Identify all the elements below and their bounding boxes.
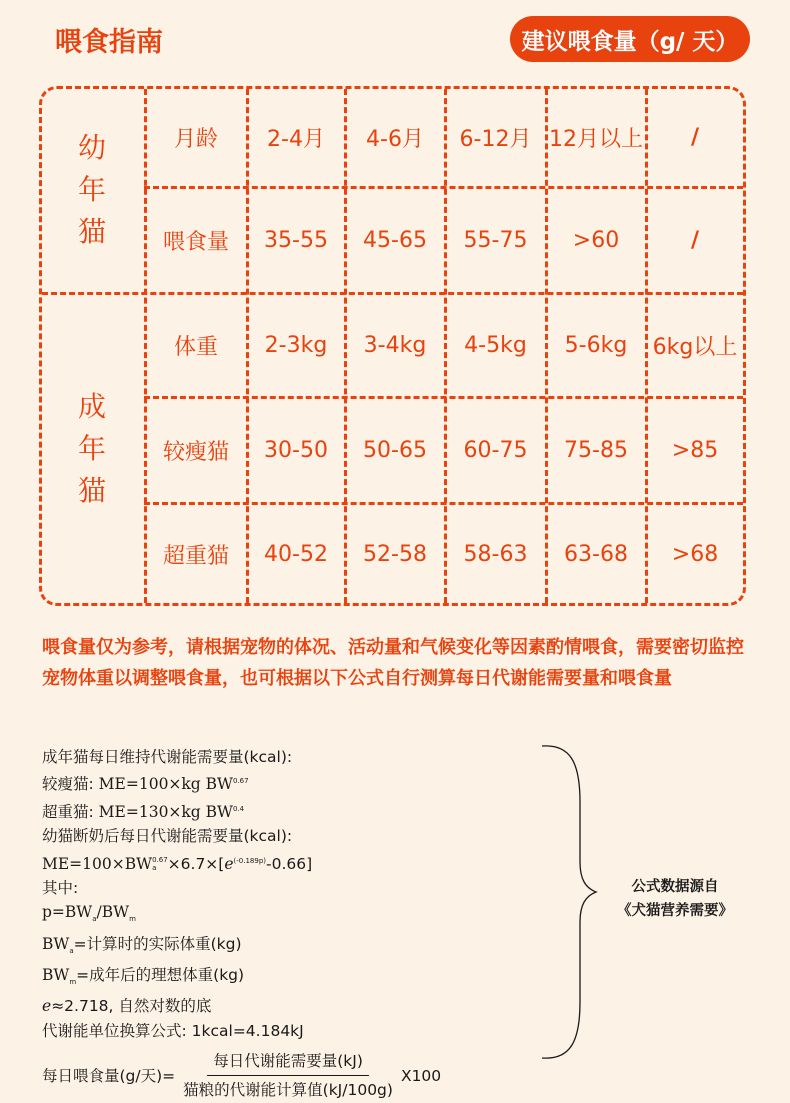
table-cell: 55-75: [463, 228, 528, 253]
group-char: 年: [77, 173, 106, 206]
adult-formula-title: 成年猫每日维持代谢能需要量(kcal):: [42, 748, 293, 766]
row-label-lean: 较瘦猫: [162, 440, 229, 465]
table-cell: /: [690, 125, 700, 150]
daily-fraction: $\frac{\text{每日代谢能需要量(kJ)}}{\text{猫粮的代谢能计算值(kJ/100g)}}$: [177, 1049, 399, 1103]
row-label-overweight: 超重猫: [162, 543, 229, 569]
table-cell: >68: [671, 541, 719, 567]
table-cell: 12月以上: [549, 127, 643, 152]
curly-brace-icon: [540, 742, 600, 1062]
feeding-table: [39, 86, 746, 606]
table-cell: 4-5kg: [464, 333, 527, 358]
formula-block: [42, 745, 562, 1103]
table-cell: 58-63: [463, 541, 528, 567]
table-cell: 63-68: [564, 541, 628, 567]
table-cell: 6-12月: [459, 127, 532, 152]
lean-formula: 较瘦猫: ME=100×kg $BW^{0.67}$: [42, 775, 249, 794]
kitten-formula: ME=100×BW 0.67 a $\times 6.7\times[e^{(-0.189p)}-0.66]$: [42, 854, 313, 873]
source-line-1: 公式数据源自: [631, 879, 719, 895]
table-cell: 50-65: [363, 438, 427, 463]
adult-group-label: [42, 386, 142, 512]
table-cell: 2-3kg: [264, 333, 328, 358]
table-cell: 2-4月: [267, 127, 325, 152]
group-char: 猫: [77, 474, 106, 507]
table-cell: 75-85: [564, 438, 628, 463]
table-cell: 35-55: [264, 228, 328, 253]
e-definition: e≈2.718, 自然对数的底: [42, 997, 212, 1016]
table-cell: 3-4kg: [363, 333, 427, 358]
overweight-formula: 超重猫: ME=130×kg $BW^{0.4}$: [42, 802, 245, 821]
bwa-definition: $BW_a=$计算时的实际体重(kg): [42, 934, 242, 955]
table-cell: 30-50: [264, 438, 328, 463]
formula-source: [600, 875, 750, 923]
row-label-age: 月龄: [173, 127, 218, 152]
daily-amount-badge: 建议喂食量（g/ 天）: [510, 16, 750, 62]
table-cell: 45-65: [363, 228, 427, 253]
table-cell: >60: [572, 228, 620, 253]
table-cell: 40-52: [264, 541, 328, 567]
unit-conversion: 代谢能单位换算公式: 1kcal=4.184kJ: [42, 1021, 304, 1040]
kitten-group-label: [42, 127, 142, 253]
group-char: 猫: [77, 215, 106, 248]
table-cell: 60-75: [463, 438, 528, 463]
group-char: 幼: [77, 131, 106, 164]
source-line-2: 《犬猫营养需要》: [617, 903, 733, 919]
daily-amount-formula: 每日喂食量(g/天)= $\frac{\text{每日代谢能需要量(kJ)}}{\text{猫粮的代谢能计算值(kJ/100g)}}$ X100: [42, 1049, 562, 1103]
table-cell: 5-6kg: [564, 333, 628, 358]
where-label: 其中:: [42, 878, 79, 897]
group-char: 成: [77, 390, 106, 423]
table-cell: /: [690, 228, 700, 253]
table-cell: 52-58: [363, 541, 427, 567]
p-definition: $p=BW_a/BW_m$: [42, 903, 136, 924]
bwm-definition: $BW_m=$成年后的理想体重(kg): [42, 966, 245, 987]
row-label-amount: 喂食量: [162, 230, 229, 255]
group-char: 年: [77, 432, 106, 465]
table-cell: 4-6月: [366, 127, 424, 152]
table-cell: 6kg以上: [652, 335, 738, 360]
row-label-weight: 体重: [173, 335, 218, 360]
table-cell: >85: [671, 438, 719, 463]
page-title: 喂食指南: [55, 27, 163, 58]
kitten-formula-title: 幼猫断奶后每日代谢能需要量(kcal):: [42, 827, 293, 846]
feeding-note: 喂食量仅为参考，请根据宠物的体况、活动量和气候变化等因素酌情喂食，需要密切监控宠物体重以调整喂食量，也可根据以下公式自行测算每日代谢能需要量和喂食量: [42, 637, 744, 689]
